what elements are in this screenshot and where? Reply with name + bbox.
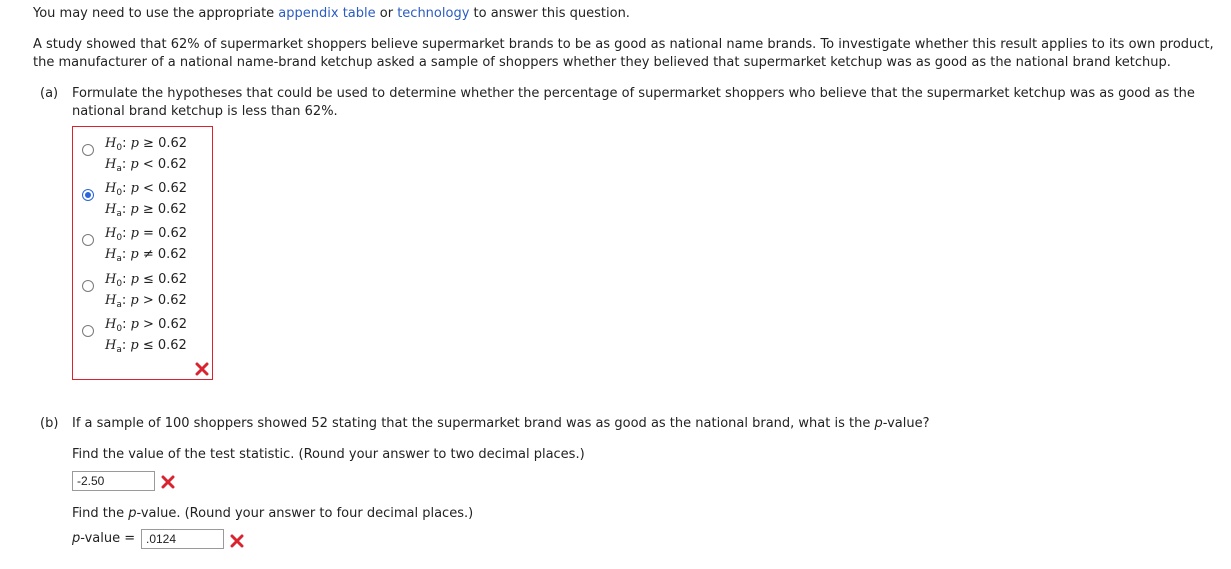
hypothesis-option-4-radio[interactable] <box>82 280 94 292</box>
pvalue-input[interactable]: .0124 <box>141 529 224 549</box>
hypothesis-option-5 <box>105 315 187 357</box>
hypothesis-option-5-radio[interactable] <box>82 325 94 337</box>
pvalue-label-p: p <box>72 531 81 546</box>
null-hypothesis: $H_0$: p ≤ 0.62 <box>105 272 188 289</box>
alternative-hypothesis: $H_a$: p < 0.62 <box>105 157 187 174</box>
alternative-hypothesis: $H_a$: p ≤ 0.62 <box>105 338 187 355</box>
part-b-question-p: p <box>874 416 883 431</box>
problem-line-2: the manufacturer of a national name-brand ketchup asked a sample of shoppers whether they believed that supermarket ketchup was as good as the national brand ketchup. <box>33 55 1171 70</box>
hypothesis-option-1-radio[interactable] <box>82 144 94 156</box>
hypothesis-option-4 <box>105 270 187 312</box>
alternative-hypothesis: $H_a$: p ≥ 0.62 <box>105 202 187 219</box>
null-hypothesis: $H_0$: p < 0.62 <box>105 181 188 198</box>
alternative-hypothesis: $H_a$: p ≠ 0.62 <box>105 247 187 264</box>
hypothesis-option-2-radio[interactable] <box>82 189 94 201</box>
pvalue-label <box>72 531 135 546</box>
technology-link[interactable]: technology <box>397 6 470 21</box>
problem-line-1: A study showed that 62% of supermarket shoppers believe supermarket brands to be as good as national name brands. To investigate whether this result applies to its own product, <box>33 37 1214 52</box>
hypothesis-option-3 <box>105 224 187 266</box>
pvalue-prompt-start: Find the <box>72 506 129 521</box>
intro-line <box>33 6 630 21</box>
null-hypothesis: $H_0$: p ≥ 0.62 <box>105 136 188 153</box>
null-hypothesis: $H_0$: p = 0.62 <box>105 226 188 243</box>
part-a-label: (a) <box>40 86 59 101</box>
test-statistic-input[interactable]: -2.50 <box>72 471 155 491</box>
alternative-hypothesis: $H_a$: p > 0.62 <box>105 293 187 310</box>
pvalue-incorrect-icon <box>230 534 244 548</box>
test-statistic-prompt: Find the value of the test statistic. (Round your answer to two decimal places.) <box>72 447 585 462</box>
pvalue-label-end: -value = <box>80 531 136 546</box>
pvalue-prompt-p: p <box>128 506 137 521</box>
appendix-table-link[interactable]: appendix table <box>278 6 376 21</box>
part-b-question <box>72 416 930 431</box>
hypothesis-option-3-radio[interactable] <box>82 234 94 246</box>
null-hypothesis: $H_0$: p > 0.62 <box>105 317 188 334</box>
intro-suffix: to answer this question. <box>469 6 630 21</box>
part-b-question-text: If a sample of 100 shoppers showed 52 stating that the supermarket brand was as good as the national brand, what is the <box>72 416 875 431</box>
part-a-question-line-1: Formulate the hypotheses that could be used to determine whether the percentage of supermarket shoppers who believe that the supermarket ketchup was as good as the <box>72 86 1195 101</box>
hypothesis-option-1 <box>105 134 187 176</box>
intro-prefix: You may need to use the appropriate <box>33 6 279 21</box>
part-b-question-end: -value? <box>882 416 930 431</box>
pvalue-prompt-end: -value. (Round your answer to four decimal places.) <box>136 506 474 521</box>
pvalue-prompt <box>72 506 473 521</box>
part-a-question-line-2: national brand ketchup is less than 62%. <box>72 104 338 119</box>
test-statistic-incorrect-icon <box>161 475 175 489</box>
hypothesis-option-2 <box>105 179 187 221</box>
part-b-label: (b) <box>40 416 59 431</box>
part-a-incorrect-icon <box>195 362 209 376</box>
intro-middle: or <box>375 6 398 21</box>
